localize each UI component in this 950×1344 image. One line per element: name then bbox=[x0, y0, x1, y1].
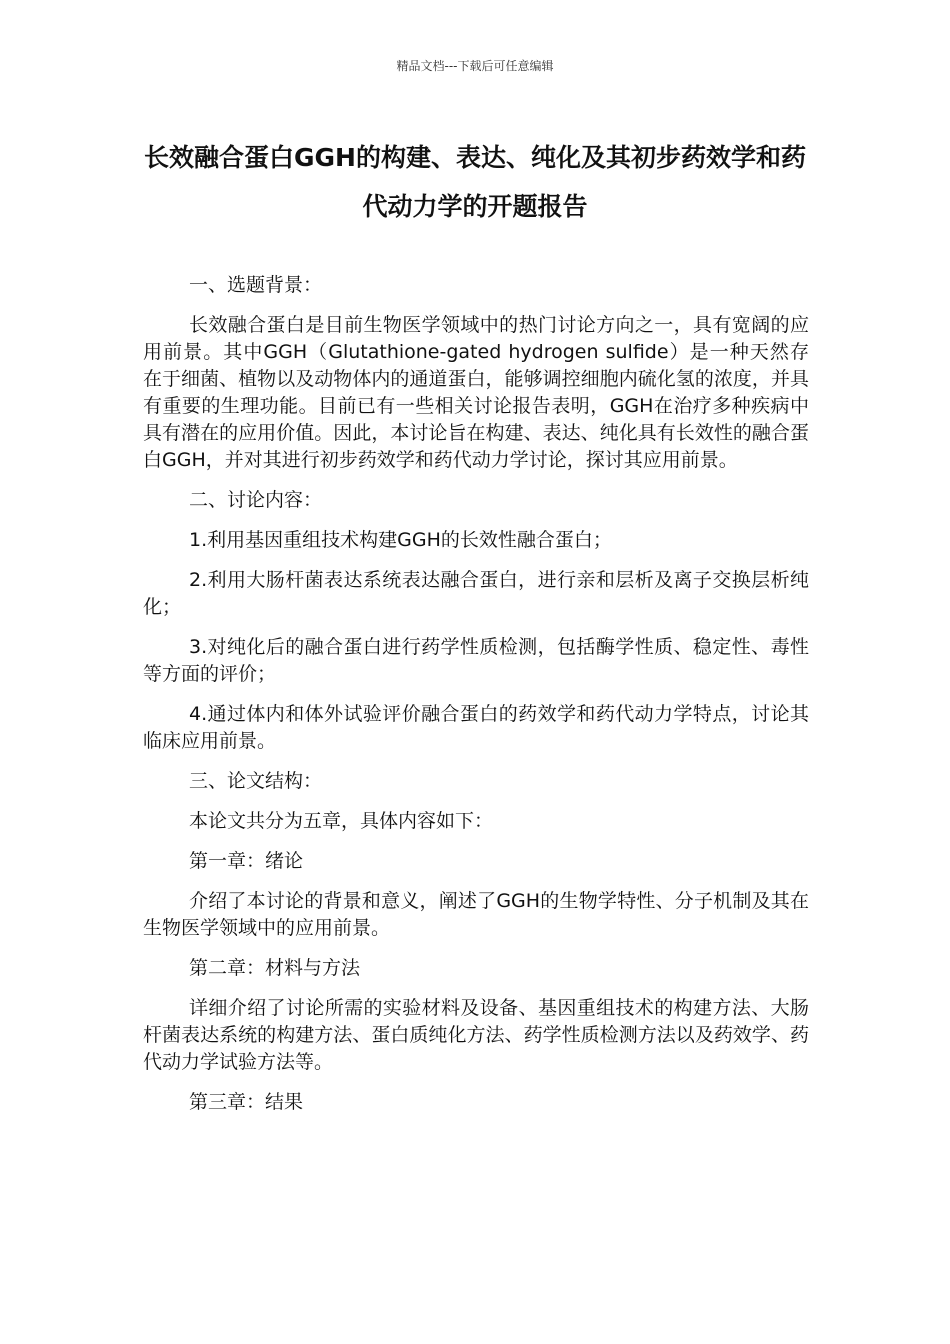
section-heading-structure: 三、论文结构： bbox=[189, 770, 323, 792]
section-heading-background: 一、选题背景： bbox=[189, 274, 323, 296]
list-item-4: 4.通过体内和体外试验评价融合蛋白的药效学和药代动力学特点，讨论其临床应用前景。 bbox=[143, 703, 809, 752]
section-heading-content: 二、讨论内容： bbox=[189, 489, 323, 511]
chapter-heading-2: 第二章：材料与方法 bbox=[189, 957, 361, 979]
paragraph-background: 长效融合蛋白是目前生物医学领域中的热门讨论方向之一，具有宽阔的应用前景。其中GGH（Glutathione-gated hydrogen sulfide）是一种天然存在于细菌、植物以及动物体内的通道蛋白，能够调控细胞内硫化氢的浓度，并具有重要的生理功能。目前已有一些相关讨论报告表明，GGH在治疗多种疾病中具有潜在的应用价值。因此，本讨论旨在构建、表达、纯化具有长效性的融合蛋白GGH，并对其进行初步药效学和药代动力学讨论，探讨其应用前景。 bbox=[143, 314, 809, 471]
chapter-2-description: 详细介绍了讨论所需的实验材料及设备、基因重组技术的构建方法、大肠杆菌表达系统的构建方法、蛋白质纯化方法、药学性质检测方法以及药效学、药代动力学试验方法等。 bbox=[143, 997, 809, 1073]
list-item-3: 3.对纯化后的融合蛋白进行药学性质检测，包括酶学性质、稳定性、毒性等方面的评价； bbox=[143, 636, 809, 685]
chapter-heading-3: 第三章：结果 bbox=[189, 1091, 304, 1113]
chapter-heading-1: 第一章：绪论 bbox=[189, 850, 304, 872]
chapter-1-description: 介绍了本讨论的背景和意义，阐述了GGH的生物学特性、分子机制及其在生物医学领域中的应用前景。 bbox=[143, 890, 809, 939]
document-title: 长效融合蛋白GGH的构建、表达、纯化及其初步药效学和药代动力学的开题报告 bbox=[144, 143, 806, 221]
document-body bbox=[143, 272, 809, 1129]
paragraph-structure-intro: 本论文共分为五章，具体内容如下： bbox=[189, 810, 494, 832]
list-item-2: 2.利用大肠杆菌表达系统表达融合蛋白，进行亲和层析及离子交换层析纯化； bbox=[143, 569, 809, 618]
header-note: 精品文档---下载后可任意编辑 bbox=[396, 59, 554, 73]
list-item-1: 1.利用基因重组技术构建GGH的长效性融合蛋白； bbox=[189, 529, 612, 551]
